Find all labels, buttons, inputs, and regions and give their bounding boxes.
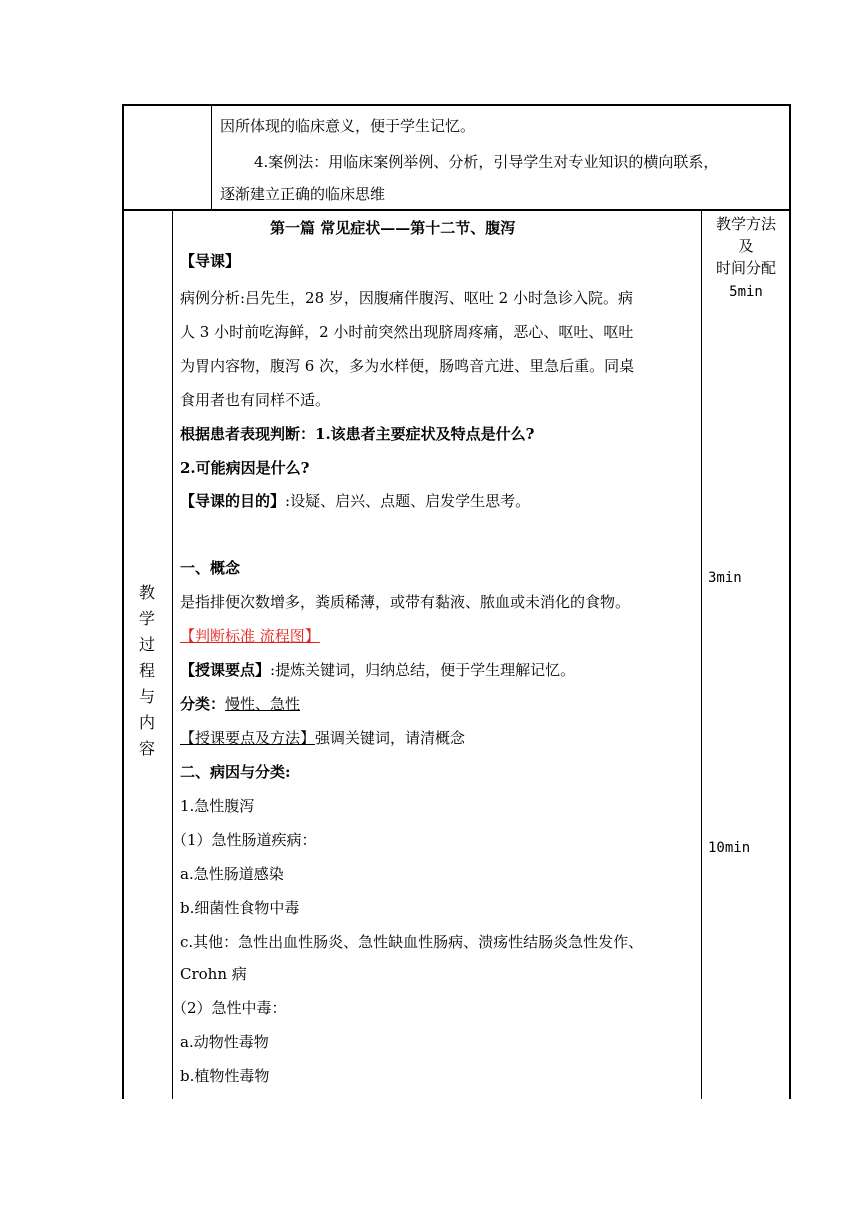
item-c1: c.其他：急性出血性肠炎、急性缺血性肠病、溃疡性结肠炎急性发作、 [180,933,644,951]
case-line-2: 人 3 小时前吃海鲜，2 小时前突然出现脐周疼痛，恶心、呕吐、呕吐 [180,323,634,341]
teaching-point-2-text: 强调关键词，请清概念 [315,729,466,747]
item-a1: a.急性肠道感染 [180,865,284,883]
acute-intestinal: （1）急性肠道疾病： [172,831,317,849]
top-line-2: 4.案例法：用临床案例举例、分析，引导学生对专业知识的横向联系， [254,153,719,171]
left-label-char: 过 [138,635,155,654]
classification-heading: 分类： [180,695,226,713]
concept-title: 一、概念 [180,559,241,577]
top-line-1: 因所体现的临床意义，便于学生记忆。 [220,117,476,135]
teaching-point-2-heading: 【授课要点及方法】 [180,729,316,747]
left-label-char: 内 [138,713,155,732]
method-header-3: 时间分配 [715,259,776,277]
time-3min: 3min [708,570,742,586]
time-10min: 10min [708,840,751,856]
teaching-point-1 [180,660,575,680]
question-1: 根据患者表现判断：1.该患者主要症状及特点是什么? [180,425,535,443]
right-col-divider [701,210,702,1099]
classification-text: 慢性、急性 [225,695,301,713]
criteria-flowchart-link[interactable]: 【判断标准 流程图】 [180,627,320,645]
left-label-char: 容 [138,739,155,758]
teaching-point-1-heading: 【授课要点】 [180,661,271,679]
intro-purpose-text: :设疑、启兴、点题、启发学生思考。 [285,492,531,510]
concept-definition: 是指排便次数增多，粪质稀薄，或带有黏液、脓血或未消化的食物。 [180,593,631,611]
intro-heading: 【导课】 [180,252,241,270]
label-col-divider [172,210,173,1099]
section-title: 第一篇 常见症状——第十二节、腹泻 [270,219,516,237]
left-label-char: 与 [138,687,155,706]
top-line-3: 逐渐建立正确的临床思维 [220,185,386,203]
teaching-point-2 [180,728,465,748]
cause-title: 二、病因与分类: [180,763,291,781]
item-b2: b.植物性毒物 [180,1067,270,1085]
method-header-2: 及 [738,237,754,255]
question-2: 2.可能病因是什么? [180,459,310,477]
intro-purpose-heading: 【导课的目的】 [180,492,286,510]
left-label-char: 程 [138,661,155,680]
row-divider [122,209,790,211]
method-header-1: 教学方法 [715,215,776,233]
acute-diarrhea: 1.急性腹泻 [180,797,255,815]
case-line-3: 为胃内容物，腹泻 6 次，多为水样便，肠鸣音亢进、里急后重。同桌 [180,357,635,375]
left-label-char: 教 [138,583,155,602]
left-label-char: 学 [138,609,155,628]
time-5min: 5min [729,284,763,300]
item-a2: a.动物性毒物 [180,1033,269,1051]
case-line-1: 病例分析:吕先生，28 岁，因腹痛伴腹泻、呕吐 2 小时急诊入院。病 [180,289,633,307]
table-top-border [122,104,790,106]
acute-poisoning: （2）急性中毒： [172,999,287,1017]
case-line-4: 食用者也有同样不适。 [180,391,331,409]
intro-purpose [180,491,530,511]
top-inner-divider [211,104,212,210]
classification [180,694,300,714]
teaching-point-1-text: :提炼关键词，归纳总结，便于学生理解记忆。 [270,661,576,679]
item-c1-cont: Crohn 病 [180,965,247,983]
item-b1: b.细菌性食物中毒 [180,899,300,917]
